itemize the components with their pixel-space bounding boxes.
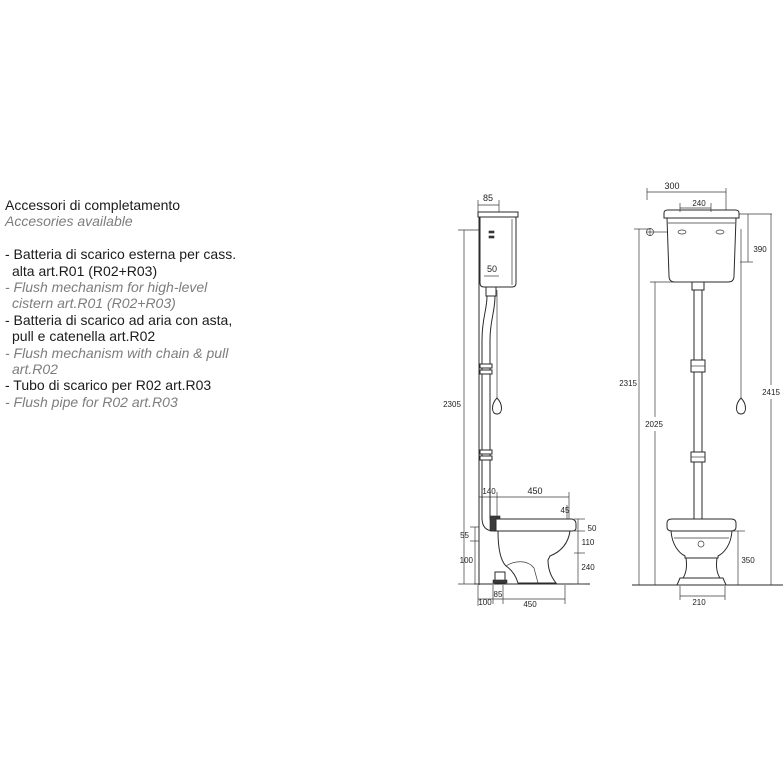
side-cistern-body (480, 217, 516, 287)
dim-label: 110 (581, 538, 595, 547)
dim-label: 2305 (443, 400, 461, 409)
dim-front-2315 (619, 229, 650, 585)
side-toilet-bowl (490, 516, 576, 583)
front-pull-handle-icon (737, 398, 746, 414)
accessories-title-en: Accesories available (5, 213, 133, 230)
side-pipe-edge-left (482, 296, 487, 518)
side-pull-handle-icon (493, 398, 502, 414)
item-1-en-line-2: cistern art.R01 (R02+R03) (12, 295, 176, 312)
dim-front-300 (647, 181, 726, 210)
front-cistern (646, 210, 739, 282)
front-flush-pipe (691, 282, 705, 520)
dim-label: 350 (741, 556, 755, 565)
front-seat (667, 519, 736, 531)
dim-side-bottom (478, 585, 565, 609)
side-view (443, 193, 597, 609)
dim-front-210 (680, 586, 725, 607)
dim-label: 100 (478, 598, 492, 607)
side-seat (496, 519, 576, 531)
dim-label: 50 (587, 524, 597, 533)
dim-side-45 (561, 505, 570, 519)
item-3-it-line-1: - Tubo di scarico per R02 art.R03 (5, 377, 212, 394)
side-floor-flange (493, 580, 507, 583)
item-1-it-line-2: alta art.R01 (R02+R03) (12, 262, 158, 279)
item-2-it-line-1: - Batteria di scarico ad aria con asta, (5, 311, 233, 328)
dim-label: 240 (581, 563, 595, 572)
dim-label: 85 (493, 590, 503, 599)
dim-label: 390 (753, 245, 767, 254)
dim-side-top (478, 193, 499, 212)
dim-label: 45 (560, 506, 570, 515)
item-2-en-line-2: art.R02 (12, 360, 58, 377)
dim-front-390 (739, 214, 772, 262)
side-pipe-joint (480, 450, 492, 454)
dim-front-2415 (762, 214, 780, 585)
side-cistern-mark (489, 236, 494, 238)
dim-label: 140 (482, 487, 496, 496)
front-bowl-body (671, 531, 732, 558)
item-2-en-line-1: - Flush mechanism with chain & pull (5, 344, 229, 361)
accessories-title-it: Accessori di completamento (5, 197, 181, 213)
side-cistern-lid (478, 212, 518, 217)
dim-label: 450 (523, 600, 537, 609)
side-pipe-joint (480, 364, 492, 368)
front-cistern-body (667, 218, 736, 282)
front-pipe-connector (692, 282, 704, 290)
side-pipe-joint (480, 370, 492, 374)
side-cistern-mark (489, 231, 494, 233)
front-cistern-lid (664, 210, 739, 218)
dim-label: 2025 (645, 420, 663, 429)
item-2-it-line-2: pull e catenella art.R02 (12, 328, 156, 345)
front-pedestal (683, 558, 720, 578)
item-1-it-line-1: - Batteria di scarico esterna per cass. (5, 246, 237, 263)
dim-label: 55 (460, 531, 469, 540)
front-view (619, 181, 783, 607)
dim-side-right (574, 519, 597, 584)
dim-label: 450 (527, 486, 543, 496)
side-pipe-outlet (486, 287, 496, 296)
side-bowl-body (498, 531, 570, 583)
dim-label: 300 (664, 181, 680, 191)
dim-front-350 (733, 531, 755, 585)
dim-label: 2415 (762, 388, 780, 397)
dim-label: 210 (692, 598, 706, 607)
front-toilet-bowl (667, 519, 736, 585)
item-3-en-line-1: - Flush pipe for R02 art.R03 (5, 393, 178, 410)
dim-label: 100 (459, 556, 473, 565)
dim-label: 2315 (619, 379, 637, 388)
dim-label: 85 (482, 193, 494, 203)
front-base (677, 578, 726, 585)
dim-side-left (460, 527, 479, 584)
side-pipe-joint (480, 456, 492, 460)
dim-label: 240 (692, 199, 706, 208)
dim-label: 50 (486, 264, 498, 274)
item-1-en-line-1: - Flush mechanism for high-level (5, 278, 208, 295)
dim-side-depth (479, 486, 569, 519)
